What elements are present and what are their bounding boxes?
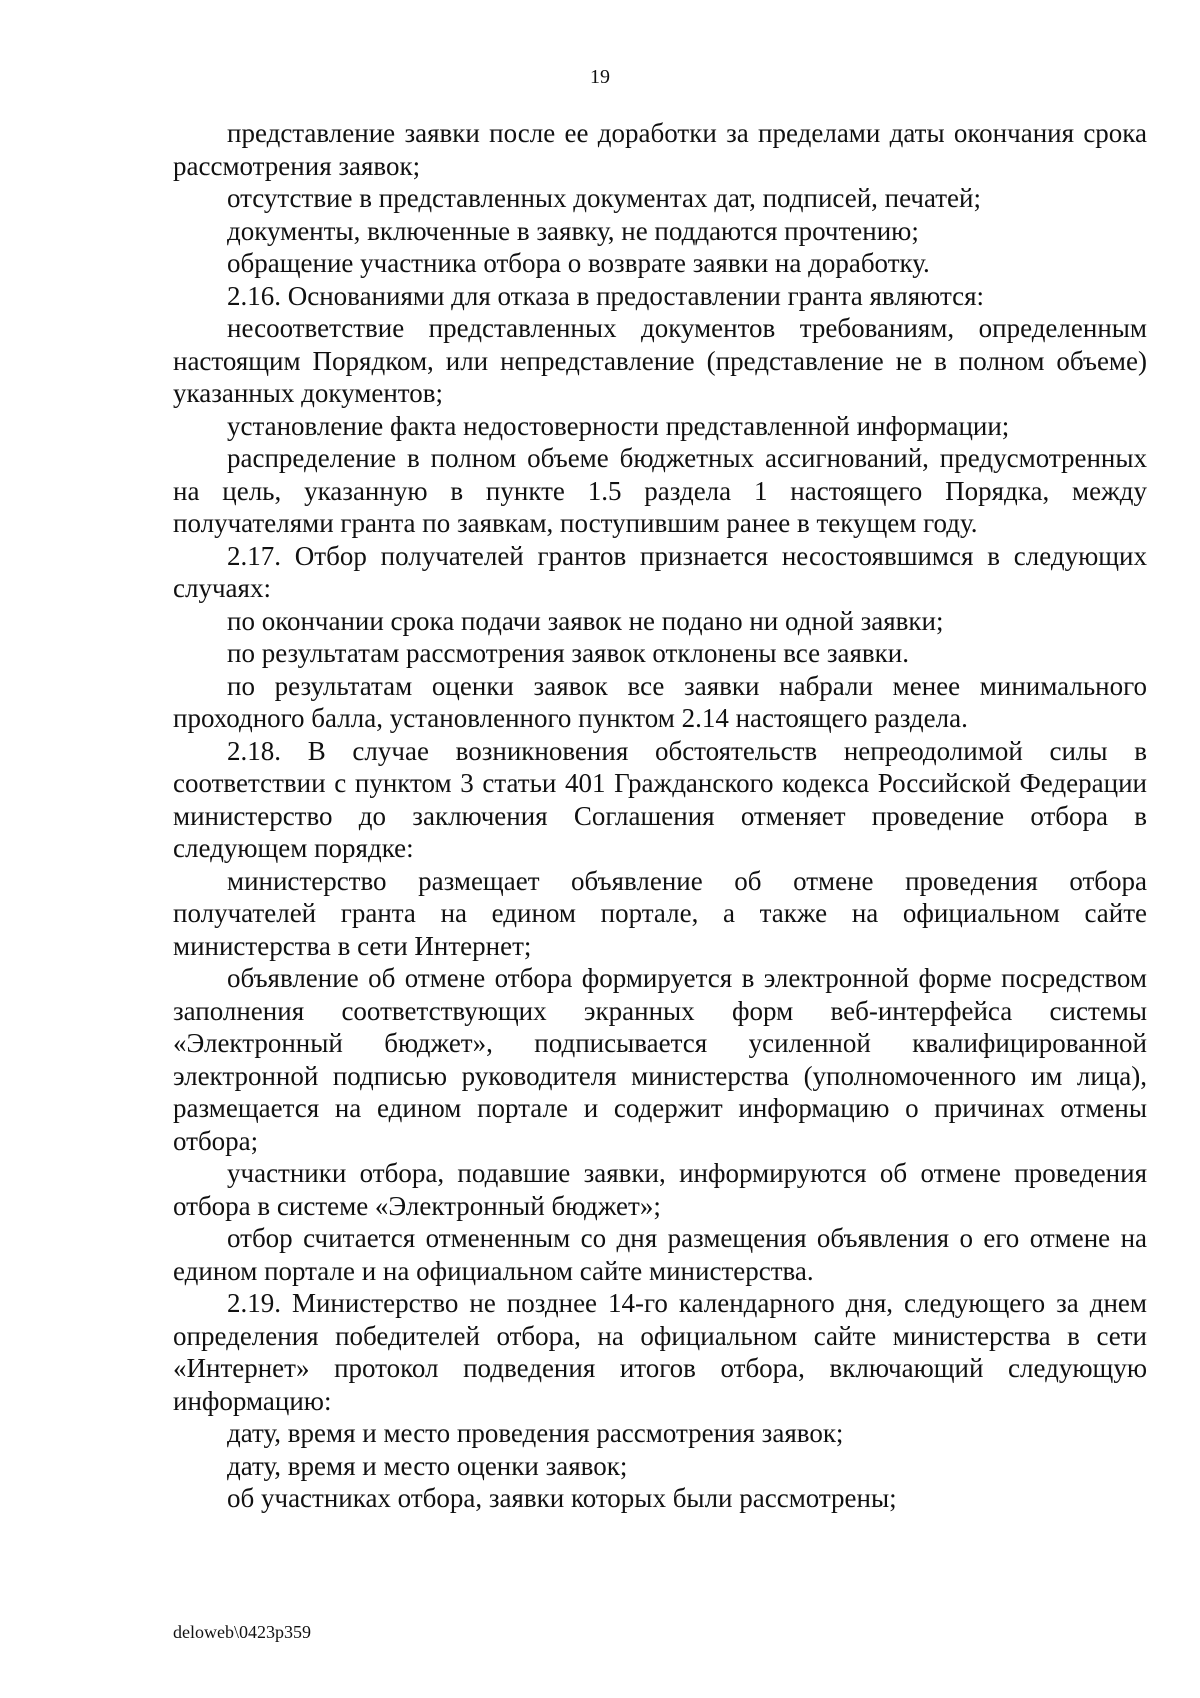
paragraph: дату, время и место проведения рассмотрения заявок; [227,1418,844,1448]
paragraph: по результатам рассмотрения заявок отклонены все заявки. [227,638,909,668]
page-number: 19 [590,66,610,88]
paragraph: участники отбора, подавшие заявки, информируются об отмене проведения отбора в системе «Электронный бюджет»; [173,1158,1147,1221]
paragraph: обращение участника отбора о возврате заявки на доработку. [227,248,930,278]
section-2-18-heading: 2.18. В случае возникновения обстоятельств непреодолимой силы в соответствии с пунктом 3 статьи 401 Гражданского кодекса Российской Федерации министерство до заключения Соглашения отменяет проведение отбора в следующем порядке: [173,735,1147,863]
section-2-17-heading: 2.17. Отбор получателей грантов признается несостоявшимся в следующих случаях: [173,540,1147,603]
document-code: deloweb\0423p359 [173,1622,311,1642]
paragraph: министерство размещает объявление об отмене проведения отбора получателей гранта на едином портале, а также на официальном сайте министерства в сети Интернет; [173,865,1147,961]
paragraph: распределение в полном объеме бюджетных ассигнований, предусмотренных на цель, указанную в пункте 1.5 раздела 1 настоящего Порядка, между получателями гранта по заявкам, поступившим ранее в текущем году. [173,443,1147,538]
paragraph: представление заявки после ее доработки за пределами даты окончания срока рассмотрения заявок; [173,118,1147,181]
paragraph: установление факта недостоверности представленной информации; [227,410,1010,441]
paragraph: документы, включенные в заявку, не поддаются прочтению; [227,215,919,246]
paragraph: отсутствие в представленных документах дат, подписей, печатей; [227,183,981,213]
paragraph: по результатам оценки заявок все заявки набрали менее минимального проходного балла, установленного пунктом 2.14 настоящего раздела. [173,670,1147,733]
paragraph: отбор считается отмененным со дня размещения объявления о его отмене на едином портале и на официальном сайте министерства. [173,1223,1147,1286]
paragraph: объявление об отмене отбора формируется в электронной форме посредством заполнения соответствующих экранных форм веб-интерфейса системы «Электронный бюджет», подписывается усиленной квалифицированной электронной подписью руководителя министерства (уполномоченного им лица), размещается на едином портале и содержит информацию о причинах отмены отбора; [173,963,1147,1156]
paragraph: дату, время и место оценки заявок; [227,1450,628,1481]
document-body [173,117,1147,1515]
section-2-19-heading: 2.19. Министерство не позднее 14-го календарного дня, следующего за днем определения победителей отбора, на официальном сайте министерства в сети «Интернет» протокол подведения итогов отбора, включающий следующую информацию: [173,1288,1147,1416]
paragraph: по окончании срока подачи заявок не подано ни одной заявки; [227,605,944,636]
paragraph: несоответствие представленных документов требованиям, определенным настоящим Порядком, или непредставление (представление не в полном объеме) указанных документов; [173,313,1147,408]
paragraph: об участниках отбора, заявки которых были рассмотрены; [227,1483,897,1513]
section-2-16-heading: 2.16. Основаниями для отказа в предоставлении гранта являются: [227,280,985,311]
